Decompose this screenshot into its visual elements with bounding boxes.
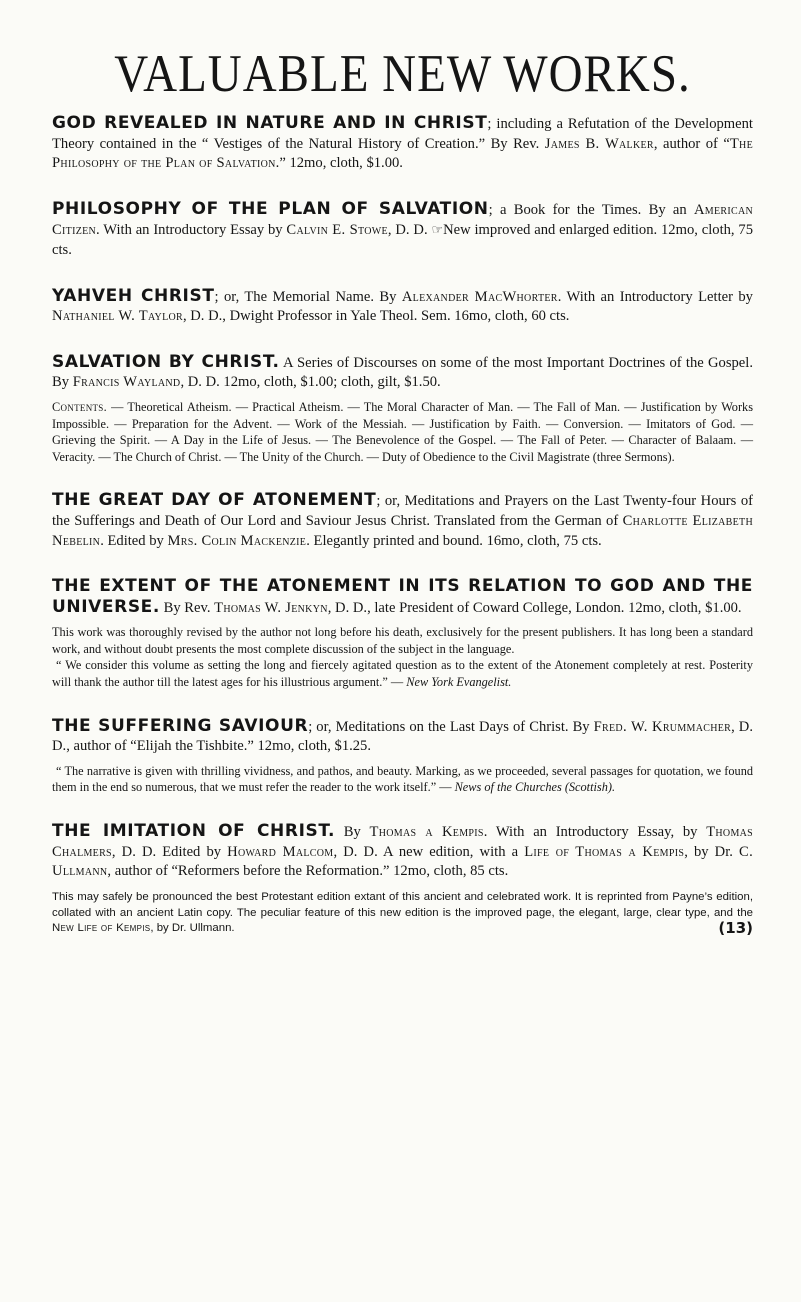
author-name: Thomas a Kempis xyxy=(369,824,484,841)
book-title: YAHVEH CHRIST xyxy=(52,285,215,306)
book-title: THE IMITATION OF CHRIST. xyxy=(52,821,336,842)
author-name: Alexander MacWhorter xyxy=(401,288,558,305)
page-number: (13) xyxy=(718,919,753,938)
contents-label: Contents. xyxy=(52,399,107,414)
entry-text: YAHVEH CHRIST; or, The Memorial Name. By Alexander MacWhorter. With an Introductory Letter by Nathaniel W. Taylor, D. D., Dwight Professor in Yale Theol. Sem. 16mo, cloth, 60 cts. xyxy=(52,285,753,325)
author-name: Thomas Chalmers xyxy=(52,824,754,860)
book-entry-imitation-of-christ xyxy=(52,822,753,937)
review-quote: “ We consider this volume as setting the long and fiercely agitated question as to the extent of the Atonement completely at rest. Posterity will thank the author till the latest ages for his illustrious argument.” — New York Evangelist. xyxy=(52,658,753,690)
work-title: Life of Thomas a Kempis xyxy=(524,843,685,860)
author-name: American Citizen xyxy=(52,201,753,239)
entry-text: THE GREAT DAY OF ATONEMENT; or, Meditations and Prayers on the Last Twenty-four Hours of the Sufferings and Death of Our Lord and Saviour Jesus Christ. Translated from the German of Charlotte Elizabeth Nebelin. Edited by Mrs. Colin Mackenzie. Elegantly printed and bound. 16mo, cloth, 75 cts. xyxy=(52,490,753,549)
author-name: Charlotte Elizabeth Nebelin xyxy=(52,512,753,549)
author-name: Nathaniel W. Taylor xyxy=(52,308,183,325)
contents-list: Contents. — Theoretical Atheism. — Practical Atheism. — The Moral Character of Man. — The Fall of Man. — Justification by Works Impossible. — Preparation for the Advent. — Work of the Messiah. — Justification by Faith. — Conversion. — Imitators of God. — Grieving the Spirit. — A Day in the Life of Jesus. — The Benevolence of the Gospel. — The Fall of Peter. — Character of Balaam. — Veracity. — The Church of Christ. — The Unity of the Church. — Duty of Obedience to the Civil Magistrate (three Sermons). xyxy=(52,399,753,464)
review-quote: “ The narrative is given with thrilling vividness, and pathos, and beauty. Marking, as we proceeded, several passages for quotation, we found them in the end so numerous, that we must refer the reader to the work itself.” — News of the Churches (Scottish). xyxy=(52,763,753,795)
publisher-note: This work was thoroughly revised by the author not long before his death, exclusively for the present publishers. It has long been a standard work, and without doubt presents the most complete discussion of the subject in the language. xyxy=(52,625,753,656)
work-title: The Philosophy of the Plan of Salvation xyxy=(52,135,753,172)
entry-text: SALVATION BY CHRIST. A Series of Discourses on some of the most Important Doctrines of the Gospel. By Francis Wayland, D. D. 12mo, cloth, $1.00; cloth, gilt, $1.50. xyxy=(52,351,753,391)
pointing-hand-icon: ☞ xyxy=(431,222,444,238)
book-entry-god-revealed xyxy=(52,114,753,174)
book-title: THE GREAT DAY OF ATONEMENT xyxy=(52,490,377,511)
book-title: PHILOSOPHY OF THE PLAN OF SALVATION xyxy=(52,198,489,219)
book-entry-salvation-by-christ xyxy=(52,353,753,466)
publisher-note: This may safely be pronounced the best Protestant edition extant of this ancient and celebrated work. It is reprinted from Payne’s edition, collated with an ancient Latin copy. The peculiar feature of this new edition is the improved page, the elegant, large, clear type, and the New Life of Kempis, by Dr. Ullmann. (13) xyxy=(52,890,753,938)
author-name: Howard Malcom xyxy=(227,843,334,860)
review-source: News of the Churches (Scottish). xyxy=(454,780,616,795)
entry-text: THE IMITATION OF CHRIST. By Thomas a Kempis. With an Introductory Essay, by Thomas Chalmers, D. D. Edited by Howard Malcom, D. D. A new edition, with a Life of Thomas a Kempis, by Dr. C. Ullmann, author of “Reformers before the Reformation.” 12mo, cloth, 85 cts. xyxy=(52,821,754,880)
work-title: New Life of Kempis xyxy=(52,922,151,935)
book-entry-suffering-saviour xyxy=(52,717,753,796)
entry-text: GOD REVEALED IN NATURE AND IN CHRIST; including a Refutation of the Development Theory contained in the “ Vestiges of the Natural History of Creation.” By Rev. James B. Walker, author of “The Philosophy of the Plan of Salvation.” 12mo, cloth, $1.00. xyxy=(52,113,753,172)
book-entry-great-day-atonement xyxy=(52,491,753,551)
author-name: Thomas W. Jenkyn xyxy=(214,599,328,616)
entry-text: PHILOSOPHY OF THE PLAN OF SALVATION; a Book for the Times. By an American Citizen. With an Introductory Essay by Calvin E. Stowe, D. D. ☞New improved and enlarged edition. 12mo, cloth, 75 cts. xyxy=(52,198,753,258)
book-entry-yahveh-christ xyxy=(52,287,753,327)
book-title: THE EXTENT OF THE ATONEMENT IN ITS RELATION TO GOD AND THE UNIVERSE. xyxy=(52,576,753,617)
book-title: GOD REVEALED IN NATURE AND IN CHRIST xyxy=(52,113,488,133)
book-entry-extent-atonement xyxy=(52,577,753,691)
review-source: New York Evangelist. xyxy=(406,675,512,690)
book-title: SALVATION BY CHRIST. xyxy=(52,351,280,372)
author-name: James B. Walker xyxy=(544,135,654,152)
author-name: Fred. W. Krummacher xyxy=(593,718,732,735)
book-entry-philosophy-plan xyxy=(52,200,753,261)
author-name: Calvin E. Stowe xyxy=(286,222,388,239)
author-name: C. Ullmann xyxy=(52,843,754,880)
author-name: Francis Wayland xyxy=(72,374,181,391)
book-title: THE SUFFERING SAVIOUR xyxy=(52,715,309,736)
page-title: VALUABLE NEW WORKS. xyxy=(114,45,691,104)
entry-text: THE EXTENT OF THE ATONEMENT IN ITS RELATION TO GOD AND THE UNIVERSE. By Rev. Thomas W. Jenkyn, D. D., late President of Coward College, London. 12mo, cloth, $1.00. xyxy=(52,576,753,617)
entry-text: THE SUFFERING SAVIOUR; or, Meditations on the Last Days of Christ. By Fred. W. Krummacher, D. D., author of “Elijah the Tishbite.” 12mo, cloth, $1.25. xyxy=(52,715,753,755)
author-name: Mrs. Colin Mackenzie xyxy=(167,532,307,549)
